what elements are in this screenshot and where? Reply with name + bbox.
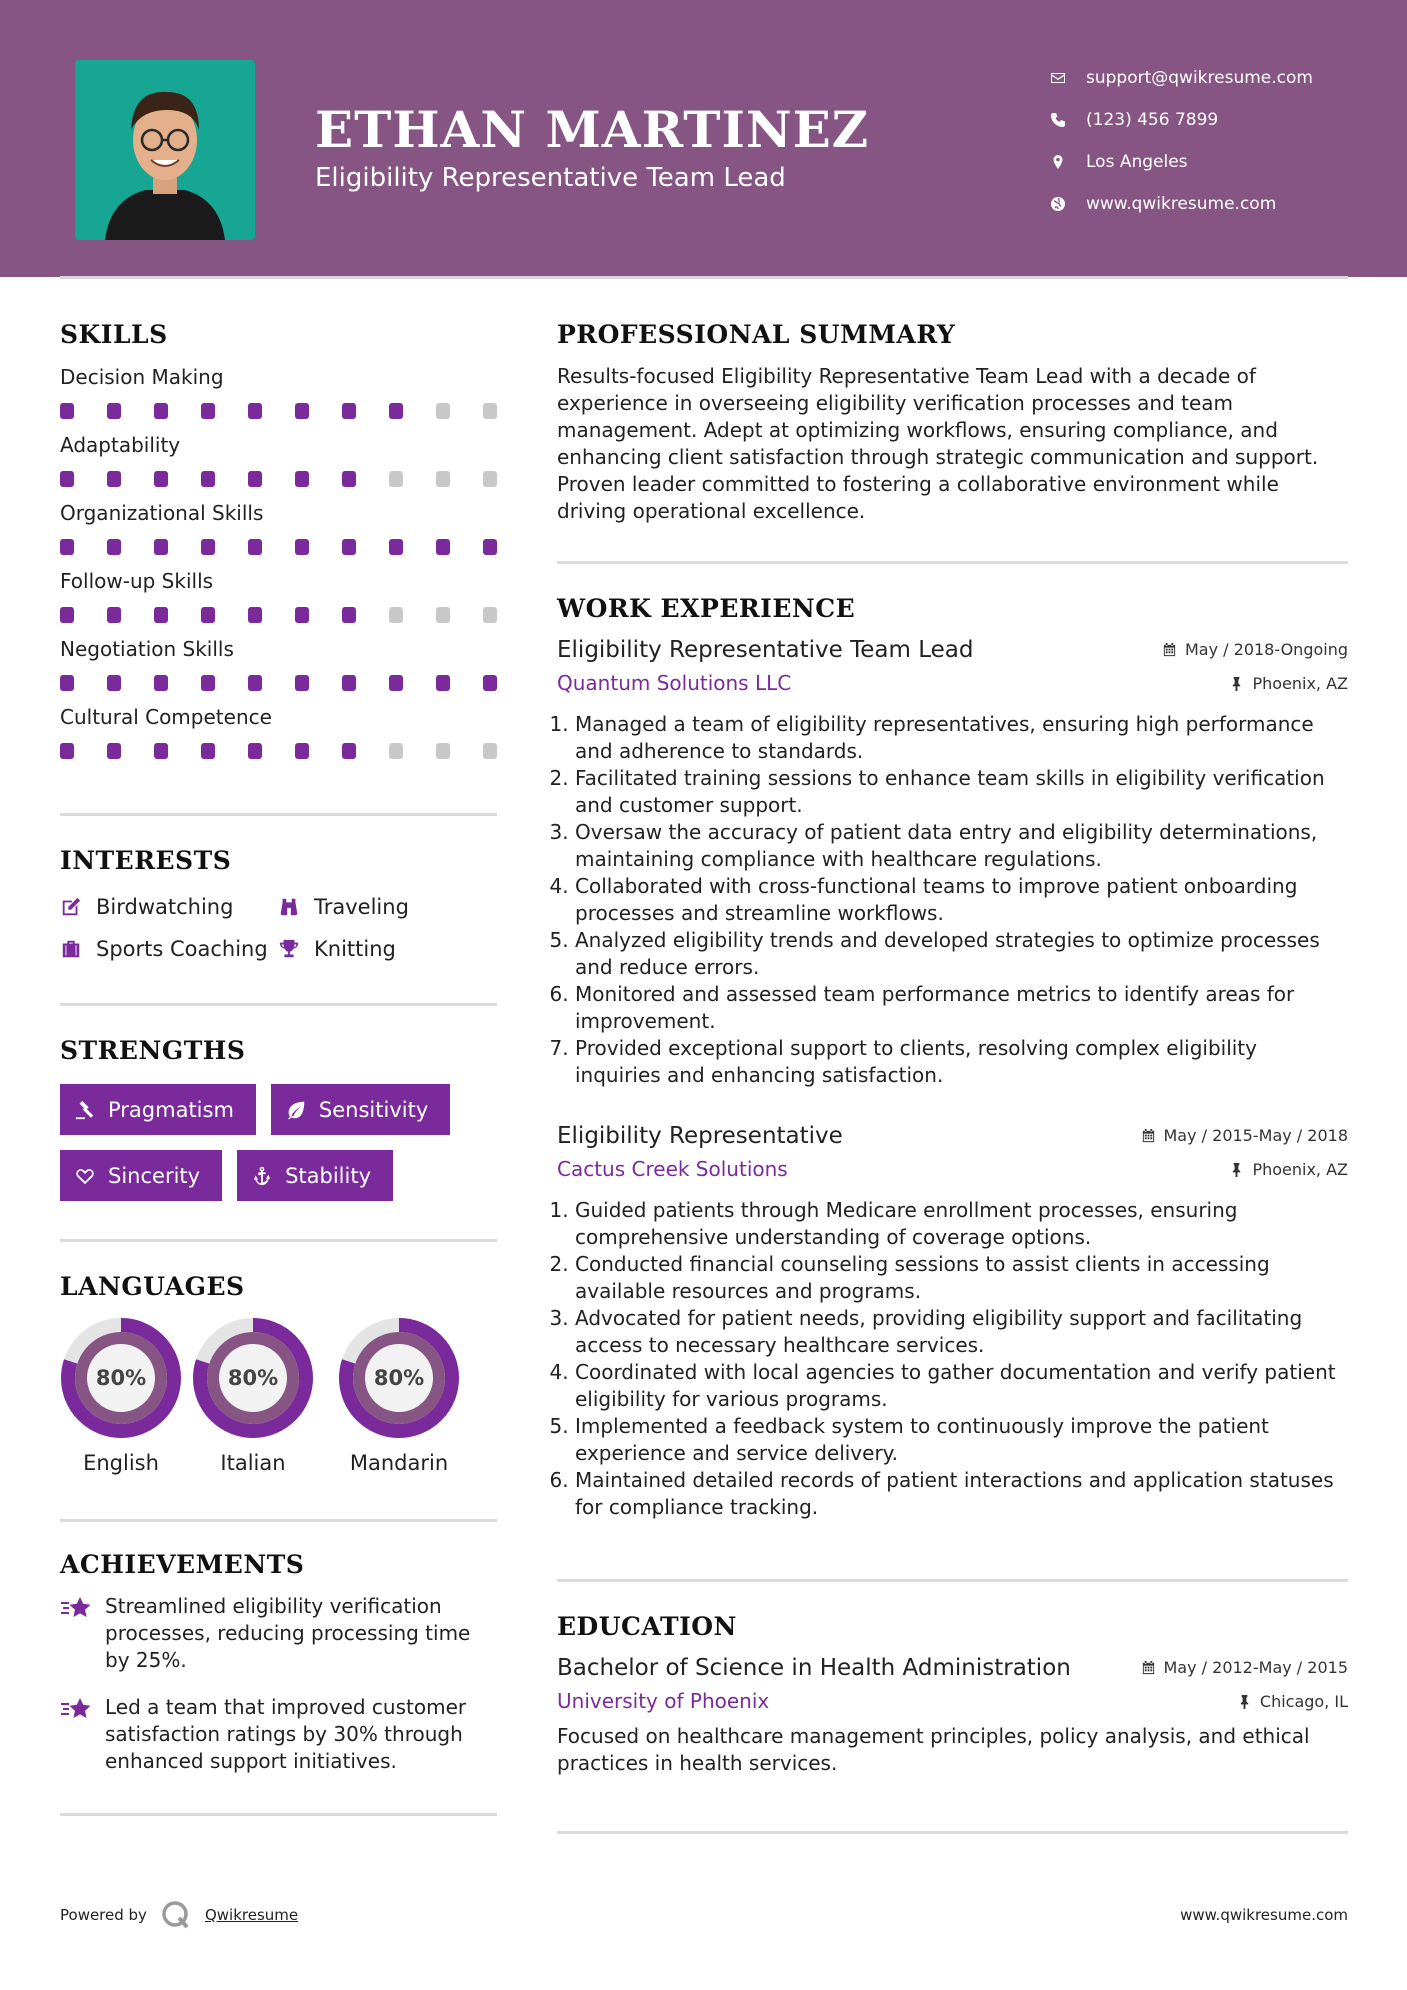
qwikresume-logo-icon [161,1900,191,1930]
profile-photo [75,60,255,240]
languages-list [60,1317,497,1475]
brand-link[interactable]: Qwikresume [204,1906,299,1924]
section-divider [60,1519,497,1522]
rating-dot-filled [295,403,309,419]
skills-title: SKILLS [60,320,168,349]
duty-item: 5. Analyzed eligibility trends and developed strategies to optimize processes and reduce errors. [575,927,1348,981]
strengths-title: STRENGTHS [60,1036,246,1065]
edit-icon [60,896,82,918]
strengths-section [60,1036,497,1201]
skill-rating [60,539,497,555]
rating-dot-filled [154,607,168,623]
candidate-name: ETHAN MARTINEZ [315,100,870,159]
interests-section [60,846,497,961]
rating-dot-filled [248,403,262,419]
education-section [557,1612,1348,1777]
rating-dot-filled [248,675,262,691]
rating-dot-filled [248,607,262,623]
rating-dot-filled [60,471,74,487]
rating-dot-filled [295,471,309,487]
contact-location [1050,141,1313,183]
skill-name: Decision Making [60,365,224,389]
achievements-title: ACHIEVEMENTS [60,1550,305,1579]
skill-name: Organizational Skills [60,501,264,525]
skills-list [60,365,497,759]
rating-dot-filled [342,403,356,419]
rating-dot-empty [389,743,403,759]
job-location-text: Phoenix, AZ [1252,1159,1348,1179]
section-divider [557,1579,1348,1582]
rating-dot-empty [483,403,497,419]
contact-location-text: Los Angeles [1086,152,1188,172]
education-description: Focused on healthcare management principles, policy analysis, and ethical practices in health services. [557,1724,1310,1775]
footer [60,1900,1348,1930]
contact-email-text: support@qwikresume.com [1086,68,1313,88]
rating-dot-empty [483,471,497,487]
jobs-list [557,637,1348,1521]
interest-item [278,937,497,961]
section-divider [60,1813,497,1816]
duty-item: 4. Coordinated with local agencies to gather documentation and verify patient eligibility for various programs. [575,1359,1348,1413]
powered-by [60,1900,298,1930]
rating-dot-filled [107,539,121,555]
pushpin-icon [1237,1694,1252,1709]
contact-email[interactable] [1050,57,1313,99]
left-column [60,320,497,1816]
rating-dot-filled [389,539,403,555]
rating-dot-filled [201,607,215,623]
skill-rating [60,675,497,691]
duty-item: 2. Conducted financial counseling sessions to assist clients in accessing available resources and programs. [575,1251,1348,1305]
strength-label: Sensitivity [318,1097,429,1122]
rating-dot-filled [295,743,309,759]
skill-item [60,433,497,487]
phone-icon [1050,112,1086,128]
rating-dot-filled [60,403,74,419]
strength-label: Sincerity [108,1163,201,1188]
contact-website-text: www.qwikresume.com [1086,194,1277,214]
anchor-icon [251,1165,273,1187]
duty-item: 1. Managed a team of eligibility representatives, ensuring high performance and adherence to standards. [575,711,1348,765]
rating-dot-empty [436,471,450,487]
duty-item: 7. Provided exceptional support to clients, resolving complex eligibility inquiries and enhancing satisfaction. [575,1035,1348,1089]
skill-name: Follow-up Skills [60,569,214,593]
rating-dot-filled [483,675,497,691]
duty-item: 6. Monitored and assessed team performance metrics to identify areas for improvement. [575,981,1348,1035]
achievement-item [60,1593,497,1674]
interests-list [60,895,497,961]
rating-dot-filled [154,403,168,419]
strengths-list [60,1084,497,1201]
star-icon [60,1595,92,1623]
interest-item [60,937,278,961]
powered-by-text: Powered by [60,1906,147,1924]
duty-item: 2. Facilitated training sessions to enhance team skills in eligibility verification and customer support. [575,765,1348,819]
job-head [557,637,1348,663]
strength-badge [237,1150,393,1201]
section-divider [557,561,1348,564]
skill-rating [60,403,497,419]
skills-section [60,320,497,759]
strength-badge [60,1150,222,1201]
education-title: EDUCATION [557,1612,737,1641]
duty-item: 5. Implemented a feedback system to continuously improve the patient experience and service delivery. [575,1413,1348,1467]
section-divider [557,1831,1348,1834]
rating-dot-filled [248,743,262,759]
job-head [557,1123,1348,1149]
achievement-item [60,1694,497,1775]
rating-dot-filled [154,539,168,555]
rating-dot-filled [201,539,215,555]
skill-rating [60,607,497,623]
rating-dot-empty [436,607,450,623]
job-entry [557,1123,1348,1521]
section-divider [60,1003,497,1006]
job-entry [557,637,1348,1089]
right-column [557,320,1348,1834]
contact-list [1050,57,1313,225]
star-icon [60,1696,92,1724]
rating-dot-filled [107,607,121,623]
language-ring [338,1317,460,1439]
job-sub [557,671,1348,695]
skill-name: Cultural Competence [60,705,272,729]
heart-icon [74,1165,96,1187]
summary-title: PROFESSIONAL SUMMARY [557,320,956,349]
pushpin-icon [1229,1162,1244,1177]
gavel-icon [74,1099,96,1121]
rating-dot-filled [389,675,403,691]
rating-dot-filled [107,403,121,419]
rating-dot-filled [154,743,168,759]
interest-label: Traveling [314,895,409,919]
pushpin-icon [1229,676,1244,691]
strength-label: Stability [285,1163,372,1188]
rating-dot-filled [248,539,262,555]
language-name: English [83,1451,159,1475]
skill-item [60,365,497,419]
duty-item: 6. Maintained detailed records of patient interactions and application statuses for compliance tracking. [575,1467,1348,1521]
language-percent: 80% [95,1366,147,1390]
achievements-section [60,1550,497,1775]
rating-dot-filled [342,539,356,555]
footer-url[interactable]: www.qwikresume.com [1180,1906,1348,1924]
interest-label: Birdwatching [96,895,234,919]
contact-phone-text: (123) 456 7899 [1086,110,1219,130]
education-location [1237,1692,1348,1711]
rating-dot-filled [295,607,309,623]
language-item [60,1317,180,1475]
rating-dot-filled [248,471,262,487]
rating-dot-filled [60,743,74,759]
rating-dot-filled [107,675,121,691]
header-divider [60,276,1348,279]
calendar-icon [1141,1128,1156,1143]
leaf-icon [285,1099,307,1121]
language-name: Italian [220,1451,286,1475]
duty-item: 3. Oversaw the accuracy of patient data entry and eligibility determinations, maintaining compliance with healthcare regulations. [575,819,1348,873]
interest-label: Sports Coaching [96,937,268,961]
contact-website[interactable] [1050,183,1313,225]
company-name: Quantum Solutions LLC [557,671,792,695]
strength-label: Pragmatism [108,1097,234,1122]
strength-badge [271,1084,450,1135]
candidate-title: Eligibility Representative Team Lead [315,163,786,193]
duty-item: 3. Advocated for patient needs, providing eligibility support and facilitating access to necessary healthcare services. [575,1305,1348,1359]
interest-item [60,895,278,919]
rating-dot-filled [154,471,168,487]
rating-dot-filled [295,539,309,555]
duty-list [557,711,1348,1089]
interests-title: INTERESTS [60,846,232,875]
rating-dot-filled [342,675,356,691]
rating-dot-filled [342,743,356,759]
company-name: Cactus Creek Solutions [557,1157,788,1181]
education-location-text: Chicago, IL [1259,1691,1348,1711]
interest-label: Knitting [314,937,396,961]
school-name: University of Phoenix [557,1689,770,1713]
education-sub [557,1689,1348,1713]
strength-badge [60,1084,256,1135]
languages-title: LANGUAGES [60,1272,245,1301]
rating-dot-filled [107,471,121,487]
rating-dot-filled [201,743,215,759]
rating-dot-filled [295,675,309,691]
degree-title: Bachelor of Science in Health Administration [557,1655,1071,1681]
binoculars-icon [278,896,300,918]
job-date [1141,1126,1349,1145]
rating-dot-filled [60,675,74,691]
envelope-icon [1050,70,1086,86]
section-divider [60,813,497,816]
suitcase-icon [60,938,82,960]
summary-text: Results-focused Eligibility Representative Team Lead with a decade of experience in overseeing eligibility verification processes and team management. Adept at optimizing workflows, ensuring compliance, and enhancing client satisfaction through strategic communication and support. Proven leader committed to fostering a collaborative environment while driving operational excellence. [557,364,1319,523]
rating-dot-filled [342,471,356,487]
skill-name: Negotiation Skills [60,637,234,661]
language-ring [192,1317,314,1439]
education-date-text: May / 2012-May / 2015 [1163,1658,1348,1677]
achievement-text: Streamlined eligibility verification processes, reducing processing time by 25%. [105,1594,471,1672]
languages-section [60,1272,497,1475]
rating-dot-empty [483,607,497,623]
rating-dot-filled [342,607,356,623]
language-item [180,1317,326,1475]
rating-dot-filled [107,743,121,759]
rating-dot-filled [201,403,215,419]
achievement-text: Led a team that improved customer satisfaction ratings by 30% through enhanced support initiatives. [105,1695,467,1773]
job-title: Eligibility Representative [557,1123,843,1149]
rating-dot-empty [389,471,403,487]
skill-item [60,501,497,555]
language-ring [60,1317,182,1439]
job-date-text: May / 2018-Ongoing [1185,640,1348,659]
duty-item: 4. Collaborated with cross-functional teams to improve patient onboarding processes and streamline workflows. [575,873,1348,927]
rating-dot-filled [389,403,403,419]
rating-dot-filled [60,539,74,555]
trophy-icon [278,938,300,960]
rating-dot-filled [201,471,215,487]
duty-item: 1. Guided patients through Medicare enrollment processes, ensuring comprehensive understanding of coverage options. [575,1197,1348,1251]
summary-section [557,320,1348,525]
job-location-text: Phoenix, AZ [1252,673,1348,693]
education-date [1141,1658,1349,1677]
language-name: Mandarin [349,1451,449,1475]
rating-dot-empty [436,743,450,759]
interest-item [278,895,497,919]
job-location [1229,674,1348,693]
person-avatar-icon [75,60,255,240]
skill-rating [60,743,497,759]
job-date [1162,640,1348,659]
resume-header [0,0,1407,277]
skill-item [60,705,497,759]
rating-dot-filled [483,539,497,555]
location-pin-icon [1050,154,1086,170]
skill-rating [60,471,497,487]
rating-dot-filled [201,675,215,691]
duty-list [557,1197,1348,1521]
experience-title: WORK EXPERIENCE [557,594,856,623]
skill-item [60,637,497,691]
skill-name: Adaptability [60,433,181,457]
rating-dot-filled [436,539,450,555]
rating-dot-empty [483,743,497,759]
rating-dot-filled [436,675,450,691]
job-date-text: May / 2015-May / 2018 [1163,1126,1348,1145]
experience-section [557,594,1348,1521]
language-percent: 80% [227,1366,279,1390]
language-percent: 80% [373,1366,425,1390]
contact-phone[interactable] [1050,99,1313,141]
skill-item [60,569,497,623]
rating-dot-empty [436,403,450,419]
rating-dot-filled [154,675,168,691]
job-title: Eligibility Representative Team Lead [557,637,974,663]
calendar-icon [1141,1660,1156,1675]
rating-dot-filled [60,607,74,623]
job-sub [557,1157,1348,1181]
rating-dot-empty [389,607,403,623]
section-divider [60,1239,497,1242]
education-head [557,1655,1348,1681]
language-item [326,1317,472,1475]
job-location [1229,1160,1348,1179]
globe-icon [1050,196,1086,212]
calendar-icon [1162,642,1177,657]
